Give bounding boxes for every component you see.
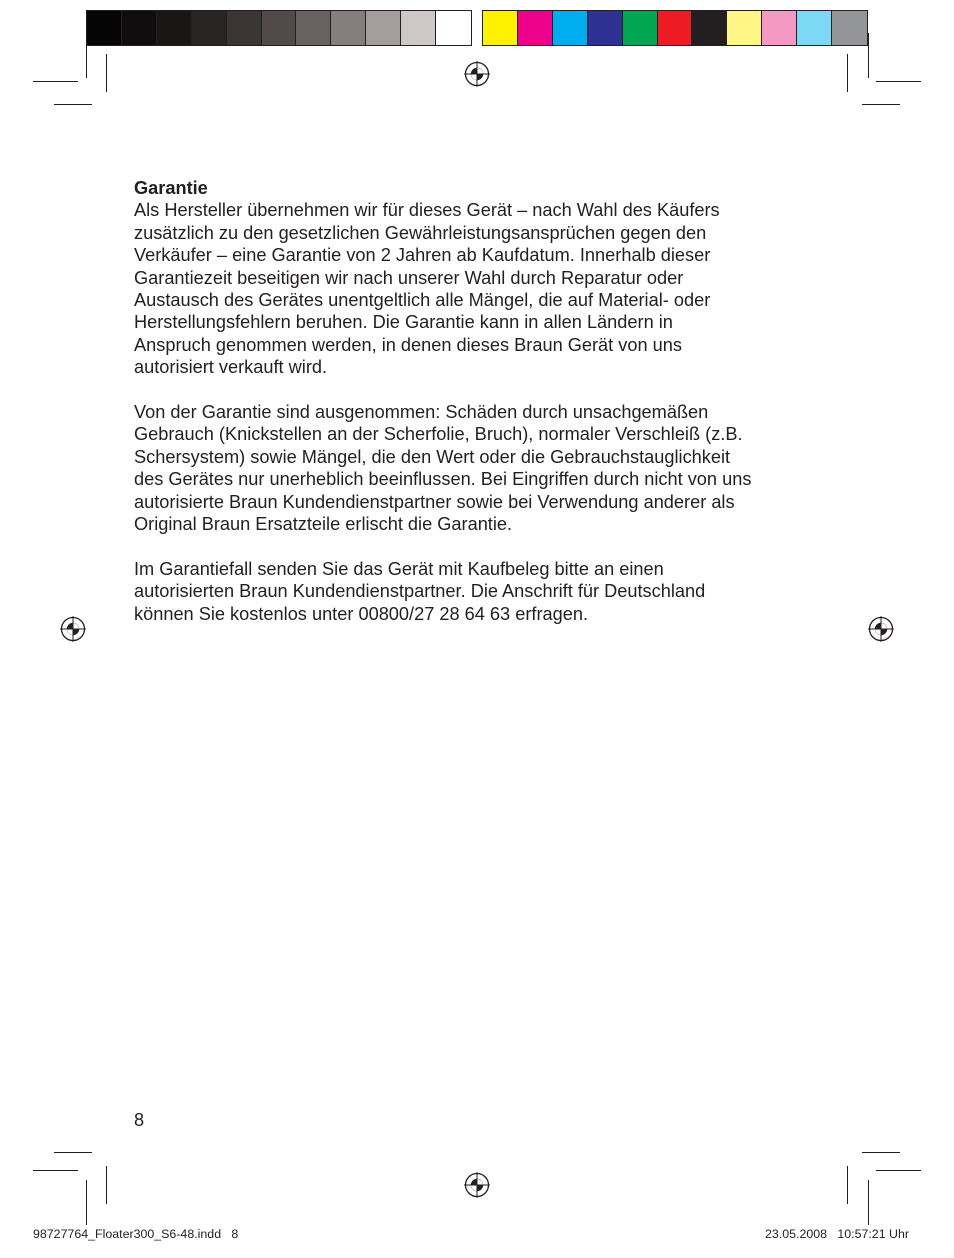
- exclusions-paragraph: Von der Garantie sind ausgenommen: Schäden durch unsachgemäßen Gebrauch (Knickstellen an der Scherfolie, Bruch), normaler Verschleiß (z.B. Schersystem) sowie Mängel, die den Wert oder die Gebrauchstauglichkeit des Gerätes nur unerheblich beeinflussen. Bei Eingriffen durch nicht von uns autorisierte Braun Kundendienstpartner sowie bei Verwendung anderer als Original Braun Ersatzteile erlischt die Garantie.: [134, 402, 752, 535]
- color-swatch: [658, 11, 693, 45]
- color-swatch: [623, 11, 658, 45]
- color-swatch: [401, 11, 436, 45]
- color-swatch: [553, 11, 588, 45]
- color-swatch: [262, 11, 297, 45]
- color-swatch: [192, 11, 227, 45]
- section-heading: Garantie: [134, 178, 208, 198]
- crop-mark: [54, 104, 92, 105]
- crop-mark: [876, 81, 921, 82]
- crop-mark: [862, 1152, 900, 1153]
- crop-mark: [862, 104, 900, 105]
- color-swatch: [436, 11, 471, 45]
- crop-mark: [106, 1166, 107, 1204]
- color-swatch: [692, 11, 727, 45]
- registration-mark-icon: [868, 616, 894, 642]
- color-swatch: [157, 11, 192, 45]
- crop-mark: [86, 33, 87, 78]
- crop-mark: [33, 81, 78, 82]
- registration-mark-icon: [60, 616, 86, 642]
- slug-timestamp: 23.05.2008 10:57:21 Uhr: [765, 1227, 909, 1241]
- color-swatch: [227, 11, 262, 45]
- warranty-paragraph: Als Hersteller übernehmen wir für dieses Gerät – nach Wahl des Käufers zusätzlich zu den gesetzlichen Gewährleistungsansprüchen gegen den Verkäufer – eine Garantie von 2 Jahren ab Kaufdatum. Innerhalb dieser Garantiezeit beseitigen wir nach unserer Wahl durch Reparatur oder Austausch des Gerätes unentgeltlich alle Mängel, die auf Material- oder Herstellungsfehlern beruhen. Die Garantie kann in allen Ländern in Anspruch genommen werden, in denen dieses Braun Gerät von uns autorisiert verkauft wird.: [134, 200, 720, 378]
- color-swatch: [331, 11, 366, 45]
- color-swatch: [87, 11, 122, 45]
- color-swatch: [727, 11, 762, 45]
- claim-paragraph: Im Garantiefall senden Sie das Gerät mit Kaufbeleg bitte an einen autorisierten Braun Kundendienstpartner. Die Anschrift für Deutschland können Sie kostenlos unter 00800/27 28 64 63 erfragen.: [134, 558, 706, 624]
- page-number: 8: [134, 1110, 145, 1130]
- color-swatch: [588, 11, 623, 45]
- registration-mark-icon: [464, 61, 490, 87]
- crop-mark: [86, 1180, 87, 1225]
- color-swatch: [296, 11, 331, 45]
- crop-mark: [876, 1170, 921, 1171]
- process-color-bar: [482, 10, 868, 46]
- crop-mark: [847, 54, 848, 92]
- color-swatch: [518, 11, 553, 45]
- registration-mark-icon: [464, 1172, 490, 1198]
- color-swatch: [797, 11, 832, 45]
- crop-mark: [106, 54, 107, 92]
- warranty-section: [134, 177, 834, 647]
- crop-mark: [54, 1152, 92, 1153]
- color-swatch: [122, 11, 157, 45]
- crop-mark: [868, 1180, 869, 1225]
- color-swatch: [366, 11, 401, 45]
- slug-filename: 98727764_Floater300_S6-48.indd 8: [33, 1227, 239, 1241]
- grayscale-color-bar: [86, 10, 472, 46]
- crop-mark: [847, 1166, 848, 1204]
- crop-mark: [868, 33, 869, 78]
- crop-mark: [33, 1170, 78, 1171]
- color-swatch: [762, 11, 797, 45]
- color-swatch: [483, 11, 518, 45]
- color-swatch: [832, 11, 867, 45]
